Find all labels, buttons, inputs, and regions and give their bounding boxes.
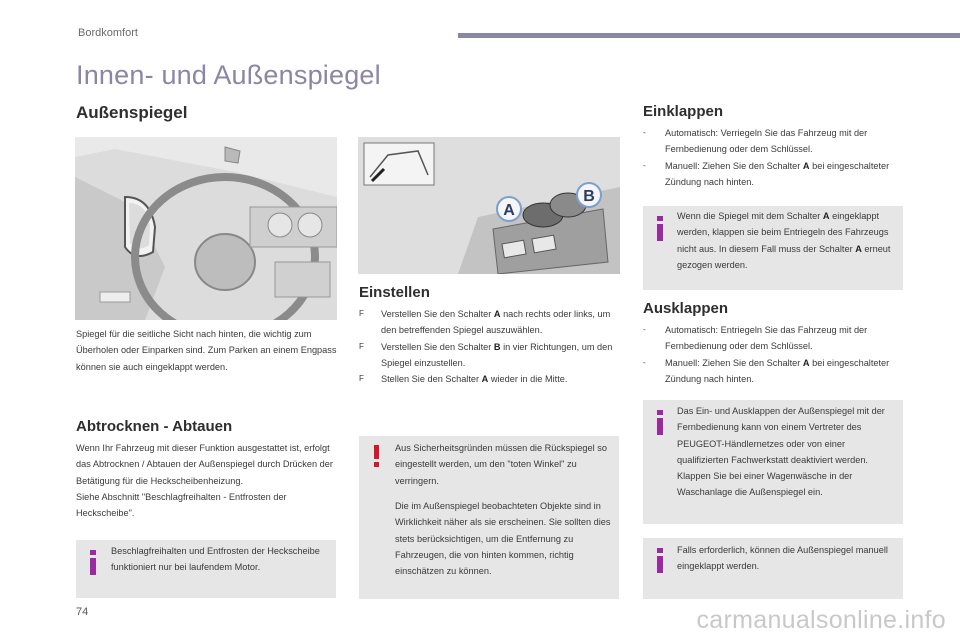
- list-item: - Manuell: Ziehen Sie den Schalter A bei eingeschalteter Zündung nach hinten.: [643, 357, 890, 384]
- list-item: - Manuell: Ziehen Sie den Schalter A bei eingeschalteter Zündung nach hinten.: [643, 160, 890, 187]
- list-item: F Stellen Sie den Schalter A wieder in die Mitte.: [359, 374, 568, 385]
- heading-abtrocknen: Abtrocknen - Abtauen: [76, 418, 233, 435]
- label-a: A: [503, 202, 515, 219]
- info-icon: [86, 550, 100, 576]
- info-icon: [653, 410, 667, 436]
- info-box-einklappen: [643, 206, 903, 290]
- page-title: Innen- und Außenspiegel: [76, 60, 381, 90]
- aussenspiegel-text: Spiegel für die seitliche Sicht nach hinten, die wichtig zum Überholen oder Einparken sind. Zum Parken an einem Engpass können sie auch eingeklappt werden.: [76, 329, 337, 372]
- list-item: - Automatisch: Verriegeln Sie das Fahrzeug mit der Fernbedienung oder dem Schlüssel.: [643, 128, 868, 155]
- heading-einklappen: Einklappen: [643, 103, 724, 120]
- info-text-einklappen: Wenn die Spiegel mit dem Schalter A eingeklappt werden, klappen sie beim Entriegeln des Fahrzeugs nicht aus. In diesem Fall muss der Schalter A erneut gezogen werden.: [677, 211, 891, 270]
- einstellen-list: [359, 306, 621, 387]
- info-text-ausklappen: Das Ein- und Ausklappen der Außenspiegel mit der Fernbedienung kann von einem Vertreter des PEUGEOT-Händlernetzes oder von einer qualifizierten Fachwerkstatt deaktiviert werden. Klappen Sie bei einer Wagenwäsche in der Waschanlage die Außenspiegel ein.: [677, 406, 885, 498]
- dashboard-illustration: [75, 137, 337, 320]
- einklappen-list: [643, 125, 905, 190]
- watermark: carmanualsonline.info: [696, 606, 946, 634]
- info-text-abtrocknen: Beschlagfreihalten und Entfrosten der Heckscheibe funktioniert nur bei laufendem Motor.: [111, 546, 320, 573]
- warning-text-2: Die im Außenspiegel beobachteten Objekte sind in Wirklichkeit näher als sie erscheinen. Sie sollten dies stets berücksichtigen, um die Entfernung zu Fahrzeugen, die von hinten kommen, richtig einschätzen zu können.: [395, 501, 611, 577]
- list-item: F Verstellen Sie den Schalter B in vier Richtungen, um den Spiegel einzustellen.: [359, 341, 613, 368]
- heading-aussenspiegel: Außenspiegel: [76, 103, 188, 122]
- switch-illustration: [358, 137, 620, 274]
- warning-box: [359, 436, 619, 599]
- info-box-manuell: [643, 538, 903, 599]
- header-rule: [458, 33, 960, 38]
- heading-ausklappen: Ausklappen: [643, 300, 729, 317]
- page-number: 74: [76, 606, 89, 618]
- info-box-abtrocknen: [76, 540, 336, 598]
- info-icon: [653, 548, 667, 574]
- info-text-manuell: Falls erforderlich, können die Außenspiegel manuell eingeklappt werden.: [677, 545, 888, 572]
- info-box-ausklappen: [643, 400, 903, 524]
- ausklappen-list: [643, 322, 905, 387]
- warning-text-1: Aus Sicherheitsgründen müssen die Rückspiegel so eingestellt werden, um den "toten Winkel" zu verringern.: [395, 443, 607, 486]
- list-item: F Verstellen Sie den Schalter A nach rechts oder links, um den betreffenden Spiegel auszuwählen.: [359, 309, 611, 336]
- heading-einstellen: Einstellen: [359, 284, 430, 301]
- label-b: B: [583, 188, 595, 205]
- section-label: Bordkomfort: [78, 27, 138, 39]
- info-icon: [653, 216, 667, 242]
- list-item: - Automatisch: Entriegeln Sie das Fahrzeug mit der Fernbedienung oder dem Schlüssel.: [643, 325, 868, 352]
- abtrocknen-text: Wenn Ihr Fahrzeug mit dieser Funktion ausgestattet ist, erfolgt das Abtrocknen / Abtauen der Außenspiegel durch Drücken der Betätigung für die Heckscheibenheizung. Siehe Abschnitt "Beschlagfreihalten - Entfrosten der Heckscheibe".: [76, 443, 333, 519]
- warning-icon: [372, 445, 382, 467]
